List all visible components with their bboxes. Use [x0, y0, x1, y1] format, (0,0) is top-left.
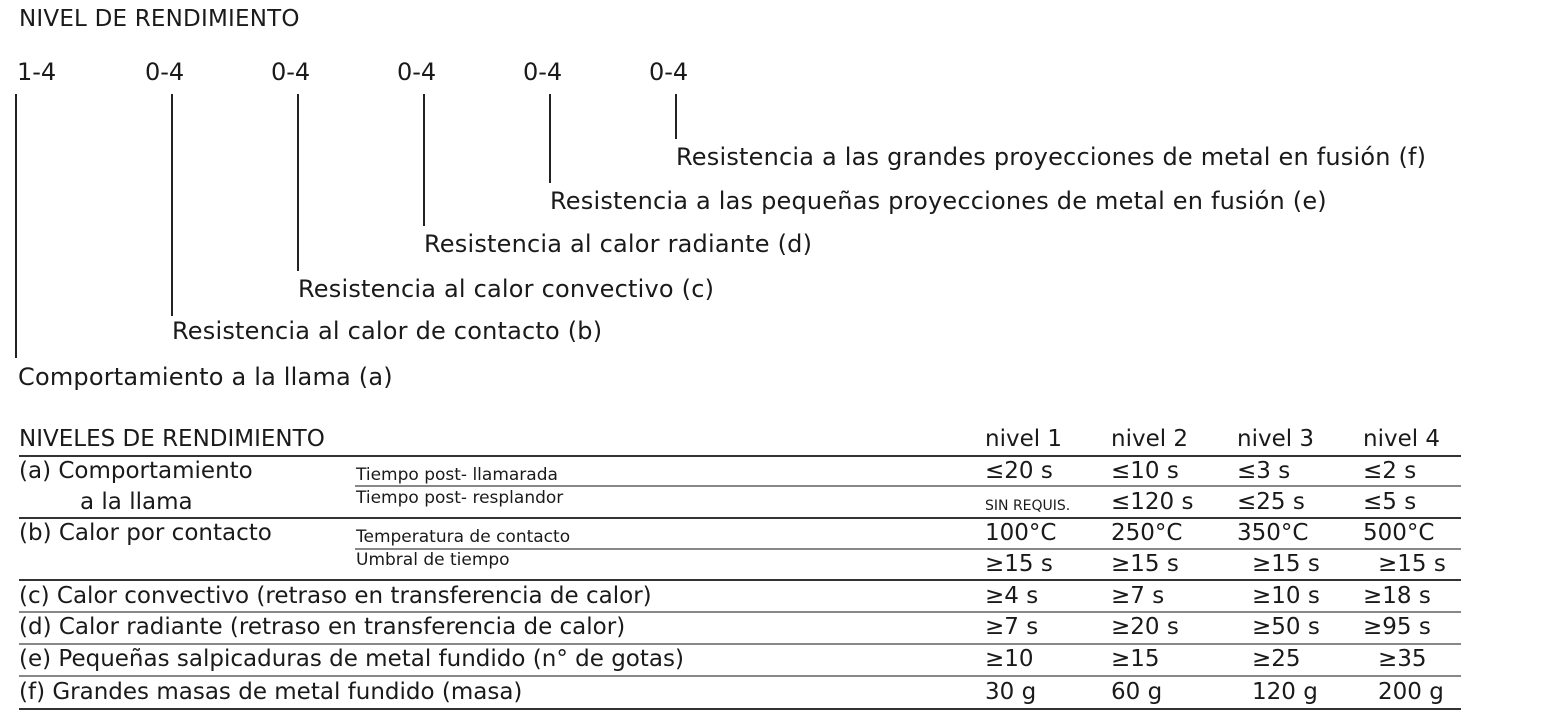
cell: ≤20 s	[985, 458, 1053, 484]
cell: ≥25	[1252, 646, 1301, 672]
range-e: 0-4	[523, 58, 563, 86]
header-level-2: nivel 2	[1111, 426, 1189, 452]
row-e-label: (e) Pequeñas salpicaduras de metal fundido (n° de gotas)	[19, 646, 684, 672]
cell: 120 g	[1252, 679, 1318, 705]
row-d-label: (d) Calor radiante (retraso en transferencia de calor)	[19, 614, 626, 640]
cell: ≥20 s	[1111, 614, 1179, 640]
cell: ≥50 s	[1252, 614, 1320, 640]
cell: ≤5 s	[1363, 489, 1417, 515]
cell: ≤3 s	[1237, 458, 1291, 484]
description-f: Resistencia a las grandes proyecciones de metal en fusión (f)	[676, 143, 1427, 171]
range-c: 0-4	[271, 58, 311, 86]
description-c: Resistencia al calor convectivo (c)	[298, 275, 715, 303]
divider	[19, 611, 1461, 613]
cell: 250°C	[1111, 520, 1183, 546]
cell: 30 g	[985, 679, 1037, 705]
group-a-label-line1: (a) Comportamiento	[19, 458, 253, 484]
cell: 500°C	[1363, 520, 1435, 546]
divider	[19, 643, 1461, 645]
cell: 350°C	[1237, 520, 1309, 546]
connector-line-b	[171, 94, 173, 316]
range-f: 0-4	[649, 58, 689, 86]
cell: ≥10 s	[1252, 583, 1320, 609]
cell: ≥15 s	[1378, 551, 1446, 577]
cell: ≥15 s	[1111, 551, 1179, 577]
row-sub-label: Umbral de tiempo	[356, 550, 510, 570]
cell: 60 g	[1111, 679, 1163, 705]
sub-divider	[355, 548, 1461, 550]
cell: ≥15 s	[1252, 551, 1320, 577]
cell: ≥95 s	[1363, 614, 1431, 640]
cell: ≥4 s	[985, 583, 1039, 609]
group-b-label: (b) Calor por contacto	[19, 520, 272, 546]
sub-divider	[355, 485, 1461, 487]
connector-line-c	[297, 94, 299, 271]
cell: ≥35	[1378, 646, 1427, 672]
diagram-title: NIVEL DE RENDIMIENTO	[19, 6, 300, 32]
range-b: 0-4	[145, 58, 185, 86]
row-sub-label: Temperatura de contacto	[356, 527, 571, 547]
divider	[19, 675, 1461, 677]
divider	[19, 579, 1461, 581]
group-a-label-line2: a la llama	[80, 489, 193, 515]
row-f-label: (f) Grandes masas de metal fundido (masa)	[19, 679, 523, 705]
description-d: Resistencia al calor radiante (d)	[424, 230, 813, 258]
table-title: NIVELES DE RENDIMIENTO	[19, 426, 325, 452]
divider	[19, 455, 1461, 457]
header-level-3: nivel 3	[1237, 426, 1315, 452]
range-d: 0-4	[397, 58, 437, 86]
cell: ≥7 s	[1111, 583, 1165, 609]
row-sub-label: Tiempo post- llamarada	[356, 465, 558, 485]
divider	[19, 708, 1461, 710]
cell: 100°C	[985, 520, 1057, 546]
cell: ≤10 s	[1111, 458, 1179, 484]
connector-line-f	[675, 94, 677, 139]
range-a: 1-4	[17, 58, 57, 86]
description-e: Resistencia a las pequeñas proyecciones de metal en fusión (e)	[550, 187, 1327, 215]
cell: ≥15	[1111, 646, 1160, 672]
cell: SIN REQUIS.	[985, 498, 1071, 514]
cell: ≥15 s	[985, 551, 1053, 577]
connector-line-e	[549, 94, 551, 183]
header-level-1: nivel 1	[985, 426, 1063, 452]
cell: ≥10	[985, 646, 1034, 672]
description-b: Resistencia al calor de contacto (b)	[172, 317, 603, 345]
row-sub-label: Tiempo post- resplandor	[356, 488, 564, 508]
divider	[19, 517, 1461, 519]
row-c-label: (c) Calor convectivo (retraso en transferencia de calor)	[19, 583, 652, 609]
connector-line-a	[15, 94, 17, 358]
connector-line-d	[423, 94, 425, 226]
cell: ≤2 s	[1363, 458, 1417, 484]
header-level-4: nivel 4	[1363, 426, 1441, 452]
cell: ≥7 s	[985, 614, 1039, 640]
cell: ≥18 s	[1363, 583, 1431, 609]
description-a: Comportamiento a la llama (a)	[18, 363, 393, 391]
cell: ≤25 s	[1237, 489, 1305, 515]
cell: 200 g	[1378, 679, 1444, 705]
cell: ≤120 s	[1111, 489, 1194, 515]
